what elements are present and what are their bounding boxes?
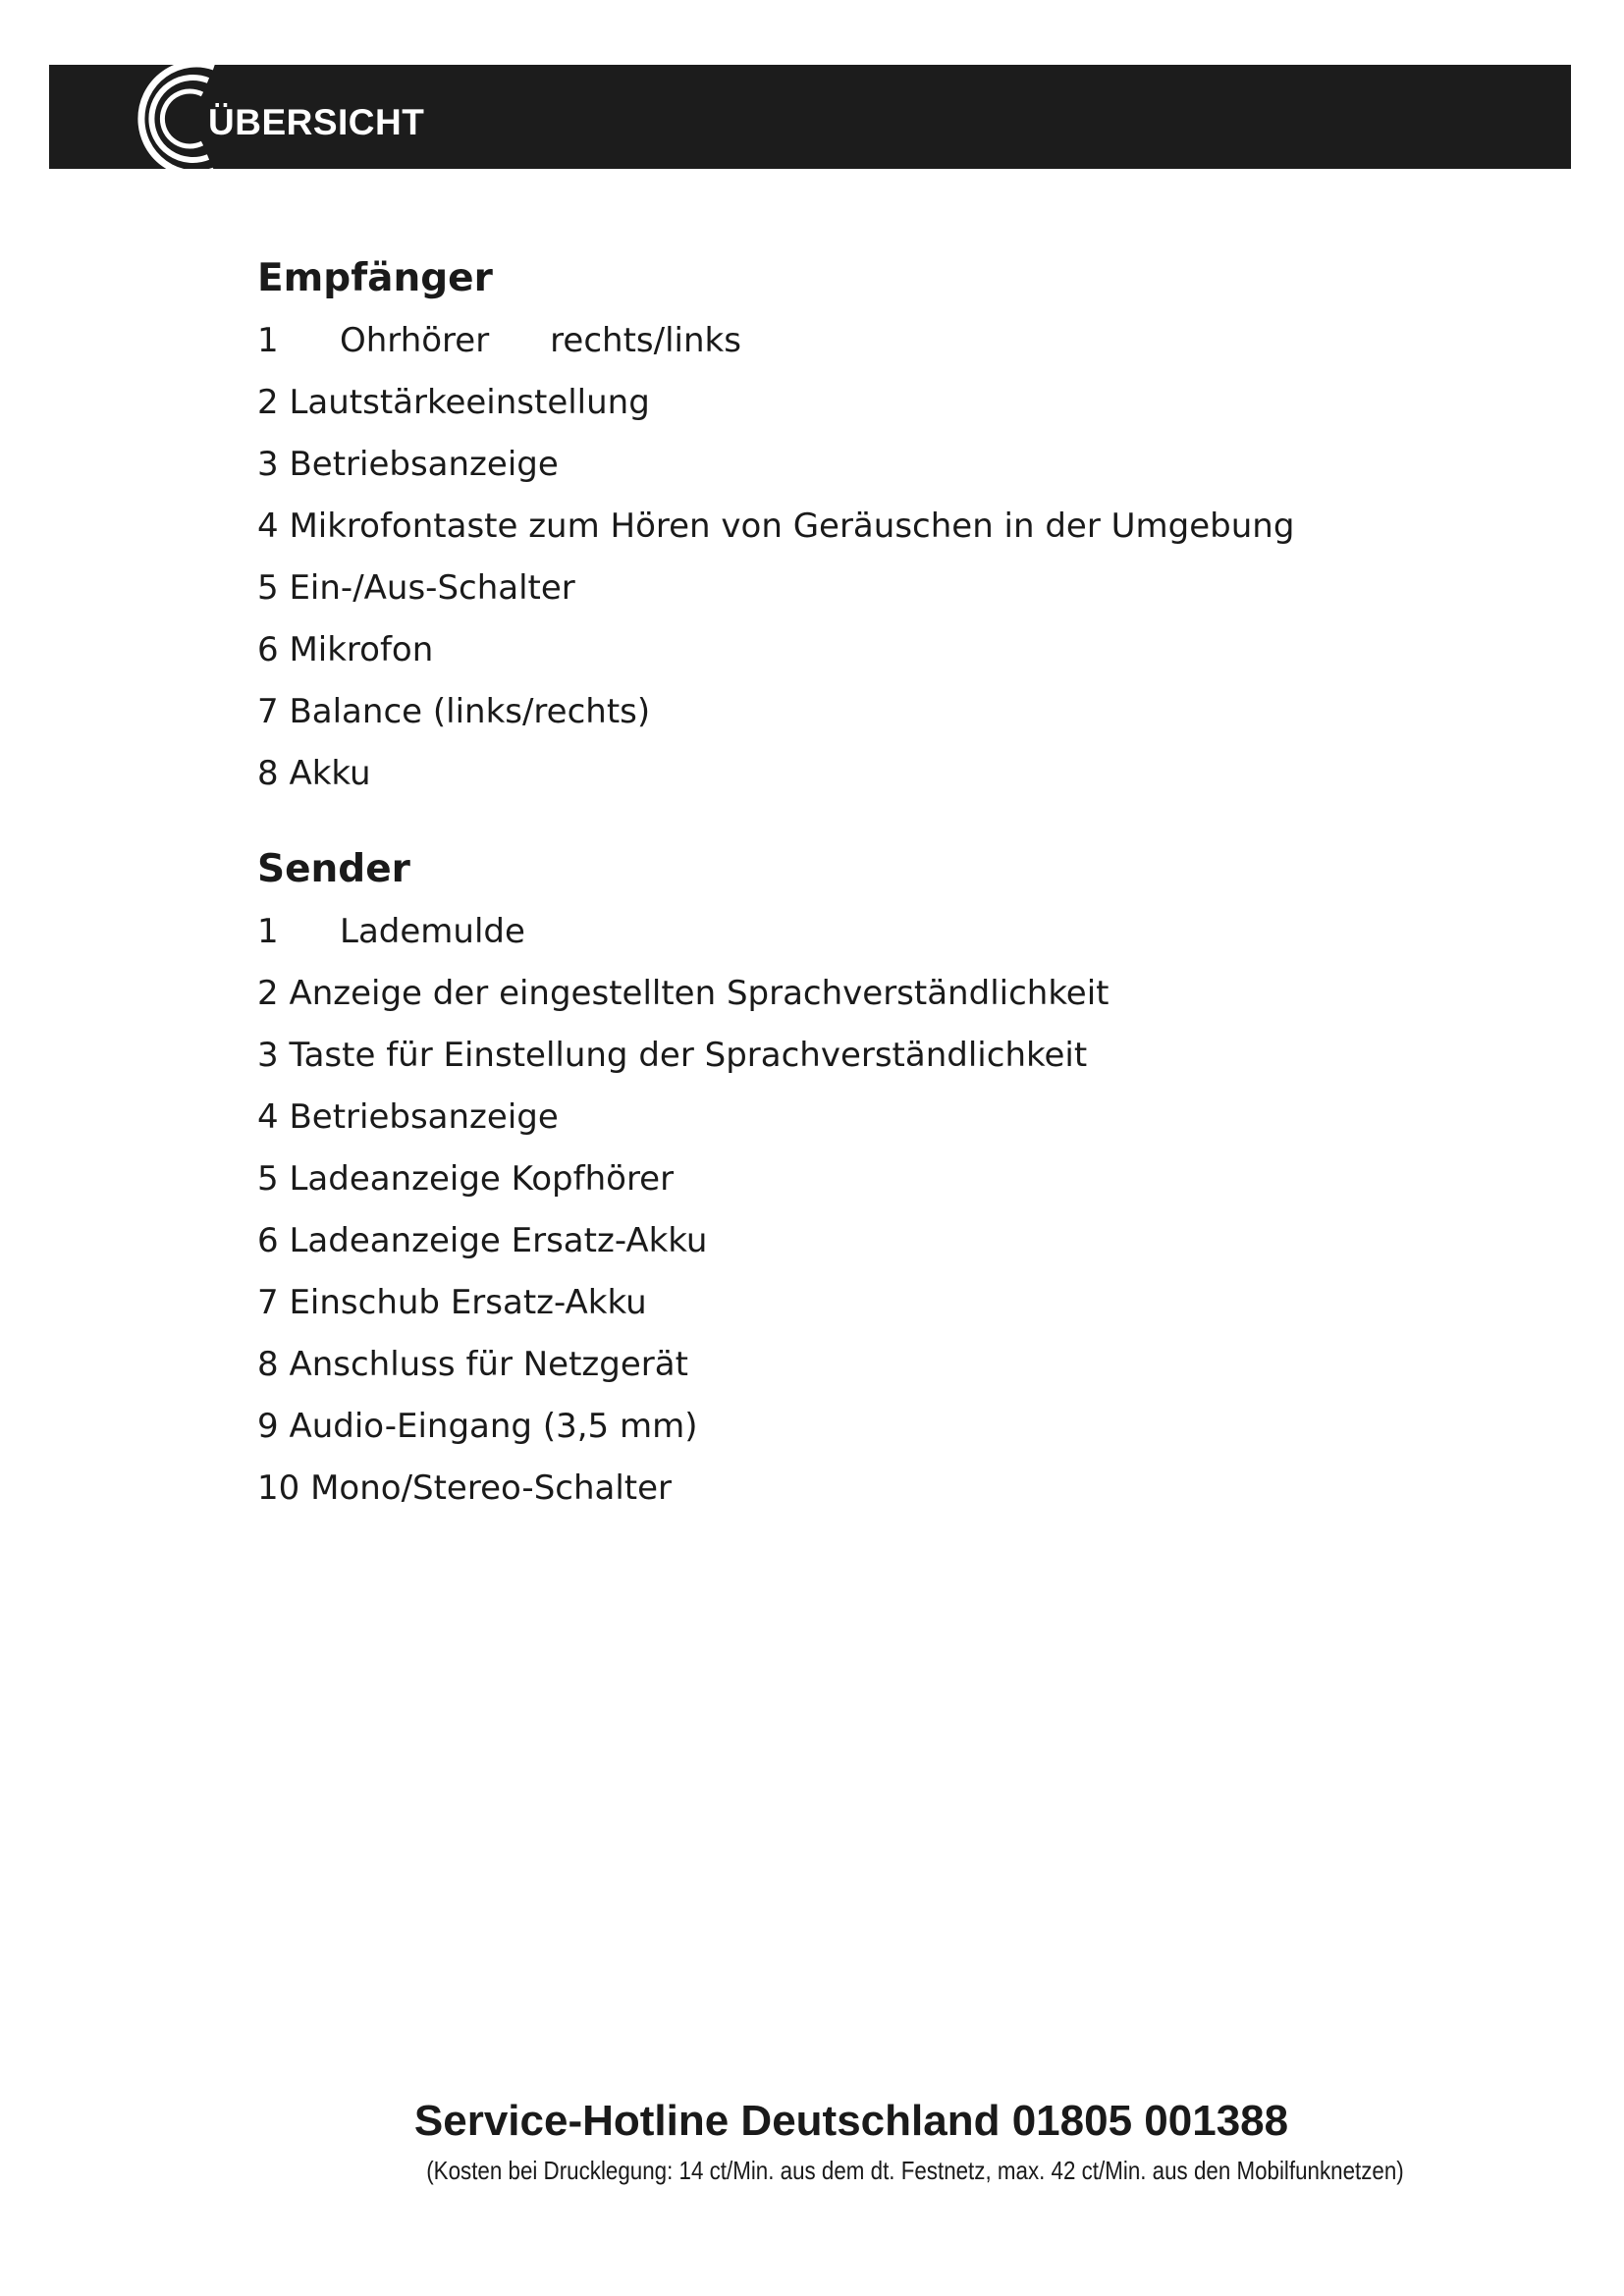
item-label: Audio-Eingang (3,5 mm)	[289, 1407, 698, 1446]
item-number: 5	[257, 1159, 279, 1199]
item-number: 3	[257, 445, 279, 484]
list-item	[257, 1334, 1386, 1396]
sender-list	[257, 901, 1386, 1520]
list-item	[257, 310, 1386, 372]
item-label: Ohrhörer	[340, 321, 490, 360]
item-label: Einschub Ersatz-Akku	[289, 1283, 647, 1322]
item-number: 4	[257, 1097, 279, 1137]
content	[257, 247, 1386, 1520]
item-label: Ladeanzeige Kopfhörer	[289, 1159, 675, 1199]
item-number: 4	[257, 507, 279, 546]
item-label: Mono/Stereo-Schalter	[310, 1468, 673, 1508]
item-extra: rechts/links	[550, 321, 741, 360]
item-label: Akku	[289, 754, 371, 793]
item-number: 1	[257, 912, 279, 951]
list-item	[257, 963, 1386, 1025]
item-label: Mikrofon	[289, 630, 434, 669]
footer	[0, 2096, 1624, 2186]
item-number: 7	[257, 1283, 279, 1322]
item-number: 3	[257, 1036, 279, 1075]
item-number: 9	[257, 1407, 279, 1446]
list-item	[257, 901, 1386, 963]
item-label: Ladeanzeige Ersatz-Akku	[289, 1221, 708, 1260]
list-item	[257, 619, 1386, 681]
item-label: Balance (links/rechts)	[289, 692, 651, 731]
item-label: Betriebsanzeige	[289, 1097, 559, 1137]
item-label: Mikrofontaste zum Hören von Geräuschen in der Umgebung	[289, 507, 1295, 546]
page-title: ÜBERSICHT	[208, 102, 425, 142]
item-label: Lademulde	[340, 912, 525, 951]
list-item	[257, 681, 1386, 743]
item-label: Lautstärkeeinstellung	[289, 383, 650, 422]
list-item	[257, 372, 1386, 434]
list-item	[257, 1458, 1386, 1520]
item-label: Betriebsanzeige	[289, 445, 559, 484]
list-item	[257, 1087, 1386, 1148]
list-item	[257, 558, 1386, 619]
section-heading-receiver: Empfänger	[257, 256, 493, 300]
item-number: 8	[257, 754, 279, 793]
item-number: 8	[257, 1345, 279, 1384]
item-number: 5	[257, 568, 279, 608]
item-number: 2	[257, 974, 279, 1013]
list-item	[257, 434, 1386, 496]
list-item	[257, 1025, 1386, 1087]
cost-note: (Kosten bei Drucklegung: 14 ct/Min. aus dem dt. Festnetz, max. 42 ct/Min. aus den Mobilfunknetzen)	[426, 2155, 1404, 2185]
list-item	[257, 1272, 1386, 1334]
list-item	[257, 496, 1386, 558]
item-label: Anzeige der eingestellten Sprachverständlichkeit	[289, 974, 1110, 1013]
item-label: Ein-/Aus-Schalter	[289, 568, 575, 608]
item-number: 6	[257, 1221, 279, 1260]
item-number: 2	[257, 383, 279, 422]
item-number: 1	[257, 321, 279, 360]
list-item	[257, 1396, 1386, 1458]
item-label: Taste für Einstellung der Sprachverständlichkeit	[289, 1036, 1088, 1075]
section-heading-sender: Sender	[257, 847, 410, 891]
item-number: 6	[257, 630, 279, 669]
receiver-list	[257, 310, 1386, 805]
list-item	[257, 1148, 1386, 1210]
service-hotline: Service-Hotline Deutschland 01805 001388	[413, 2097, 1289, 2145]
item-label: Anschluss für Netzgerät	[289, 1345, 688, 1384]
list-item	[257, 1210, 1386, 1272]
list-item	[257, 743, 1386, 805]
item-number: 7	[257, 692, 279, 731]
item-number: 10	[257, 1468, 300, 1508]
